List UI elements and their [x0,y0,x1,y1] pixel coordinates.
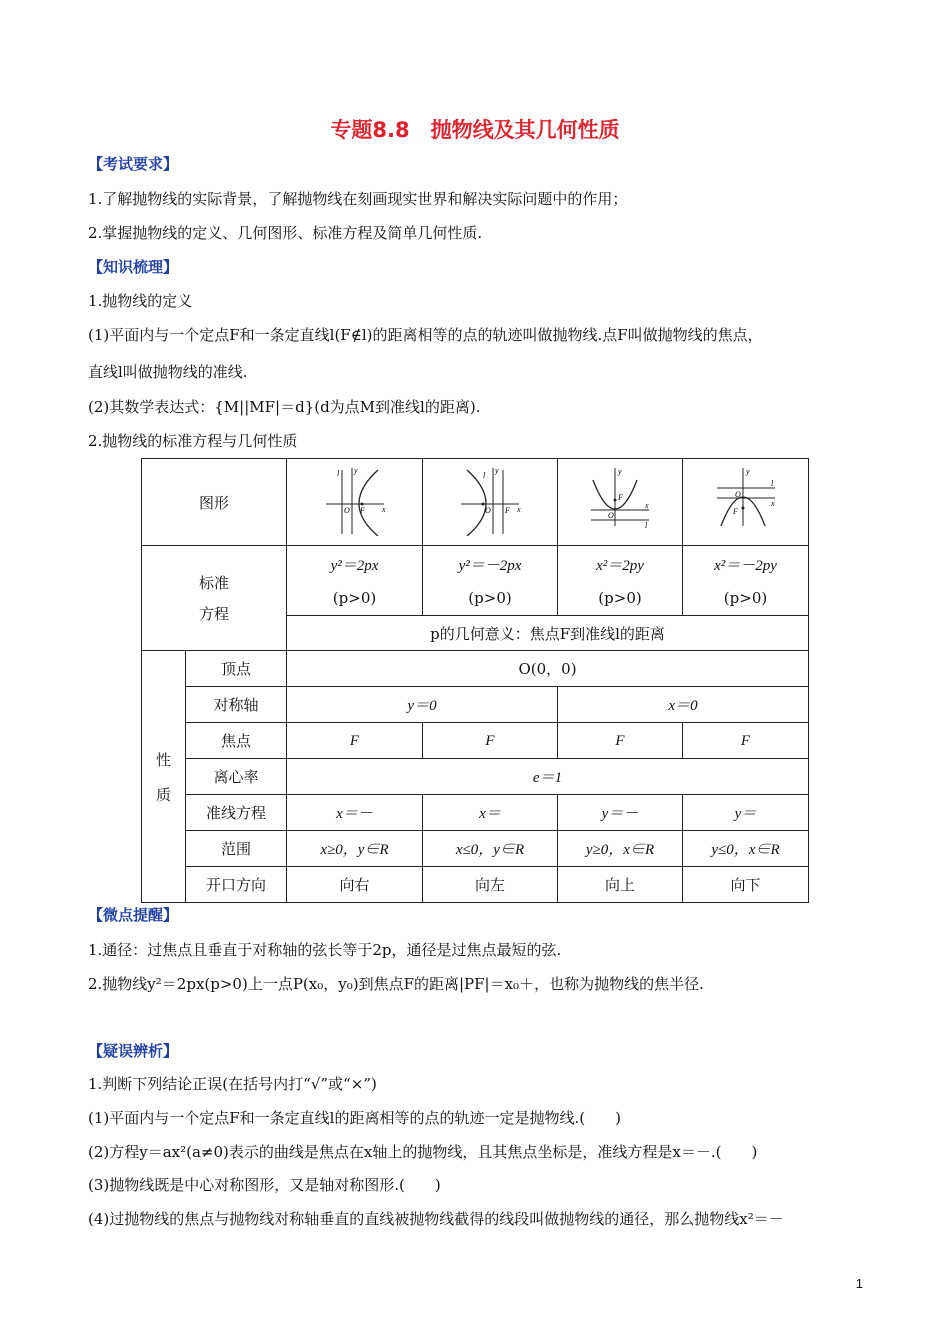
range-1-text: x≥0，y∈R [320,842,389,858]
knowledge-heading-1: 1.抛物线的定义 [88,292,193,310]
parabola-up-figure [585,464,655,536]
value-opening-2: 向左 [423,867,558,903]
errors-line-5: (4)过抛物线的焦点与抛物线对称轴垂直的直线被抛物线截得的线段叫做抛物线的通径，那么抛物线x²＝－ [88,1210,784,1228]
directrix-2-text: x＝ [479,806,501,822]
props-label-line-2: 质 [155,785,171,804]
value-opening-3: 向上 [558,867,683,903]
label-vertex: 顶点 [186,651,287,687]
section-tips: 【微点提醒】 [88,906,179,924]
eq-label-line-2: 方程 [199,605,230,623]
fig2-label-x: x [517,505,521,514]
equation-right-text: y²＝2px [330,558,379,574]
value-opening-4: 向下 [683,867,809,903]
props-label-line-1: 性 [155,750,171,769]
row-label-figure: 图形 [142,459,287,546]
fig2-label-f: F [505,506,510,515]
focus-2-text: F [485,733,495,749]
fig1-label-o: O [343,506,350,515]
focus-1-text: F [349,733,360,749]
value-axis-horizontal [287,687,558,723]
focus-3-text: F [615,733,625,749]
value-focus-3 [558,723,683,759]
directrix-3-text: y＝－ [601,806,639,822]
fig4-label-o: O [734,490,741,499]
value-range-1 [287,831,423,867]
page-title: 专题8.8 抛物线及其几何性质 [330,118,620,142]
value-focus-2 [423,723,558,759]
focus-4-text: F [740,733,751,749]
fig1-label-y: y [353,466,358,475]
fig4-label-l: l [770,479,773,488]
equation-down-text: x²＝－2py [714,558,777,574]
label-eccentricity: 离心率 [186,759,287,795]
fig3-label-x: x [645,501,649,510]
figure-left-opening [423,459,558,546]
fig3-label-o: O [608,511,614,520]
value-range-3 [558,831,683,867]
value-vertex: O(0，0) [287,651,809,687]
value-focus-1 [287,723,423,759]
range-3-text: y≥0，x∈R [585,842,655,858]
parabola-properties-table [141,458,809,903]
parabola-left-figure [455,464,525,536]
equation-right [287,546,423,616]
directrix-4-text: y＝ [734,806,757,822]
fig3-label-f: F [618,493,623,502]
tips-line-1: 1.通径：过焦点且垂直于对称轴的弦长等于2p，通径是过焦点最短的弦. [88,941,562,959]
errors-line-4: (3)抛物线既是中心对称图形，又是轴对称图形.( ) [88,1176,441,1194]
p-geometric-meaning: p的几何意义：焦点F到准线l的距离 [287,616,809,651]
label-focus: 焦点 [186,723,287,759]
fig4-label-y: y [745,467,750,476]
knowledge-expression: (2)其数学表达式：{M||MF|＝d}(d为点M到准线l的距离). [88,398,481,416]
parabola-right-figure [320,464,390,536]
value-directrix-4 [683,795,809,831]
p-cond-3: (p>0) [598,589,642,607]
p-cond-2: (p>0) [468,589,512,607]
eccentricity-text: e＝1 [532,770,563,786]
value-directrix-2 [423,795,558,831]
errors-line-2: (1)平面内与一个定点F和一条定直线l的距离相等的点的轨迹一定是抛物线.( ) [88,1109,621,1127]
value-eccentricity [287,759,809,795]
fig4-label-f: F [732,507,738,516]
knowledge-def-line-2: 直线l叫做抛物线的准线. [88,363,248,381]
equation-left-text: y²＝－2px [458,558,522,574]
errors-line-1: 1.判断下列结论正误(在括号内打“√”或“×”) [88,1075,377,1093]
label-range: 范围 [186,831,287,867]
parabola-down-figure [711,464,781,536]
directrix-1-text: x＝－ [336,806,373,822]
equation-up [558,546,683,616]
p-cond-1: (p>0) [332,589,377,607]
figure-up-opening [558,459,683,546]
fig2-label-l: l [483,471,486,480]
exam-req-line-1: 1.了解抛物线的实际背景，了解抛物线在刻画现实世界和解决实际问题中的作用； [88,190,628,208]
value-range-2 [423,831,558,867]
section-knowledge: 【知识梳理】 [88,258,179,276]
range-4-text: y≤0，x∈R [711,842,780,858]
eq-label-line-1: 标准 [199,574,230,592]
value-range-4 [683,831,809,867]
figure-down-opening [683,459,809,546]
equation-down [683,546,809,616]
value-opening-1: 向右 [287,867,423,903]
fig4-label-x: x [770,499,775,508]
fig2-label-o: O [485,506,491,515]
fig1-label-l: l [336,469,339,478]
fig1-label-f: F [359,506,365,515]
label-directrix: 准线方程 [186,795,287,831]
section-errors: 【疑误辨析】 [88,1042,179,1060]
label-axis: 对称轴 [186,687,287,723]
value-directrix-3 [558,795,683,831]
knowledge-def-line-1: (1)平面内与一个定点F和一条定直线l(F∉l)的距离相等的点的轨迹叫做抛物线.点F叫做抛物线的焦点， [88,326,763,344]
equation-up-text: x²＝2py [596,558,644,574]
p-cond-4: (p>0) [723,589,768,607]
fig1-label-x: x [381,505,386,514]
tips-line-2: 2.抛物线y²＝2px(p>0)上一点P(x₀，y₀)到焦点F的距离|PF|＝x₀＋，也称为抛物线的焦半径. [88,975,704,993]
value-focus-4 [683,723,809,759]
row-label-properties [142,651,186,903]
label-opening: 开口方向 [186,867,287,903]
errors-line-3: (2)方程y＝ax²(a≠0)表示的曲线是焦点在x轴上的抛物线，且其焦点坐标是，准线方程是x＝－.( ) [88,1143,758,1161]
section-exam-requirements: 【考试要求】 [88,155,179,173]
fig3-label-l: l [645,521,648,530]
axis-x0-text: x＝0 [668,698,698,714]
value-axis-vertical [558,687,809,723]
axis-y0-text: y＝0 [407,698,437,714]
equation-left [423,546,558,616]
row-label-standard-equation [142,546,287,651]
fig3-label-y: y [618,467,622,476]
knowledge-heading-2: 2.抛物线的标准方程与几何性质 [88,432,298,450]
figure-right-opening [287,459,423,546]
page-number: 1 [855,1276,863,1291]
range-2-text: x≤0，y∈R [455,842,525,858]
exam-req-line-2: 2.掌握抛物线的定义、几何图形、标准方程及简单几何性质. [88,224,483,242]
value-directrix-1 [287,795,423,831]
fig2-label-y: y [495,466,499,475]
